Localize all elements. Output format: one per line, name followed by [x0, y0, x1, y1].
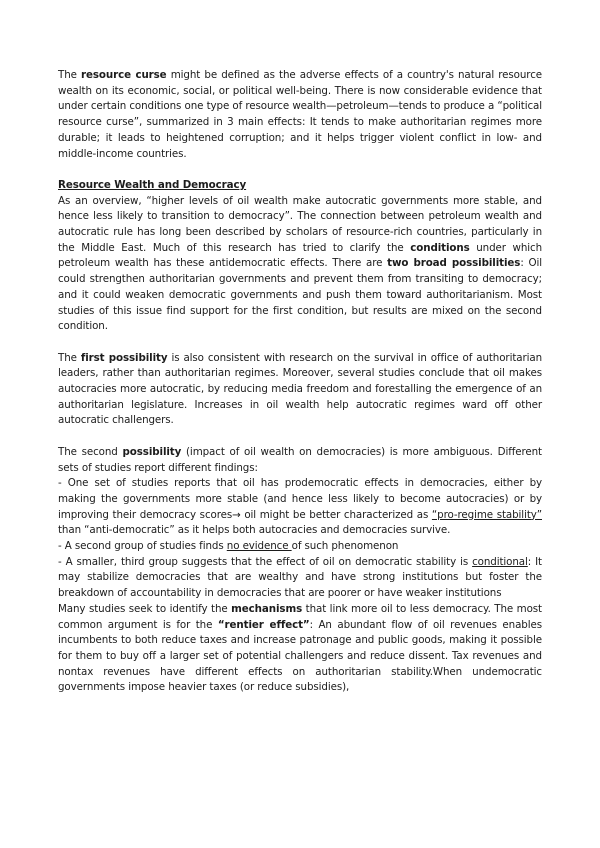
first-possibility-paragraph: The first possibility is also consistent with research on the survival in office of authoritarian leaders, rather than authoritarian regimes. Moreover, several studies conclude that oil makes autocracies more autocratic, by reducing media freedom and forestalling the emergence of an authoritarian legislature. Increases in oil wealth help autocratic regimes ward off other autocratic challengers. [58, 351, 543, 427]
second-possibility-paragraph: The second possibility (impact of oil wealth on democracies) is more ambiguous. Different sets of studies report different findings: [58, 445, 542, 474]
no-evidence-term: no evidence [226, 540, 292, 553]
spacer [58, 335, 542, 351]
resource-curse-term: resource curse [81, 69, 167, 81]
rentier-effect-term: “rentier effect” [217, 618, 310, 631]
conditions-term: conditions [410, 241, 470, 254]
conditional-term: conditional [472, 555, 528, 568]
mechanisms-term: mechanisms [231, 602, 303, 615]
intro-paragraph: The resource curse might be defined as the adverse effects of a country's natural resource wealth on its economic, social, or political well-being. There is now considerable evidence that under certain conditions one type of resource wealth—petroleum—tends to produce a “political resource curse”, summarized in 3 main effects: It tends to make authoritarian regimes more durable; it leads to heightened corruption; and it helps trigger violent conflict in low- and middle-income countries. [58, 69, 542, 160]
overview-paragraph: As an overview, “higher levels of oil wealth make autocratic governments more stable, and hence less likely to transition to democracy”. The connection between petroleum wealth and autocratic rule has long been described by scholars of resource-rich countries, particularly in the Middle East. Much of this research has tried to clarify the conditions under which petroleum wealth has these antidemocratic effects. There are two broad possibilities: Oil could strengthen authoritarian governments and prevent them from transiting to democracy; and it could weaken democratic governments and push them toward authoritarianism. Most studies of this issue find support for the first condition, but results are mixed on the second condition. [58, 194, 543, 333]
first-possibility-term: first possibility [80, 351, 168, 364]
two-possibilities-term: two broad possibilities [387, 257, 521, 270]
list-item: - A second group of studies finds no evidence of such phenomenon [58, 540, 399, 553]
spacer [58, 429, 542, 445]
pro-regime-stability-term: “pro-regime stability” [431, 508, 542, 521]
list-item: - One set of studies reports that oil has prodemocratic effects in democracies, either by making the governments more stable (and hence less likely to become autocracies) or by improving their democracy scores→ oil might be better characterized as “pro-regime stability” than “anti-democratic” as it helps both autocracies and democracies survive. [58, 477, 542, 537]
mechanisms-paragraph: Many studies seek to identify the mechanisms that link more oil to less democracy. The most common argument is for the “rentier effect”: An abundant flow of oil revenues enables incumbents to both reduce taxes and increase patronage and public goods, making it possible for them to buy off a larger set of potential challengers and reduce dissent. Tax revenues and nontax revenues have different effects on authoritarian stability.When undemocratic governments impose heavier taxes (or reduce subsidies), [58, 602, 542, 694]
section-heading: Resource Wealth and Democracy [58, 178, 247, 191]
possibility-term: possibility [122, 445, 182, 458]
document-page [58, 68, 542, 696]
spacer [58, 162, 542, 178]
list-item: - A smaller, third group suggests that the effect of oil on democratic stability is conditional: It may stabilize democracies that are wealthy and have strong institutions but foster the breakdown of accountability in democracies that are poorer or have weaker institutions [58, 555, 542, 600]
